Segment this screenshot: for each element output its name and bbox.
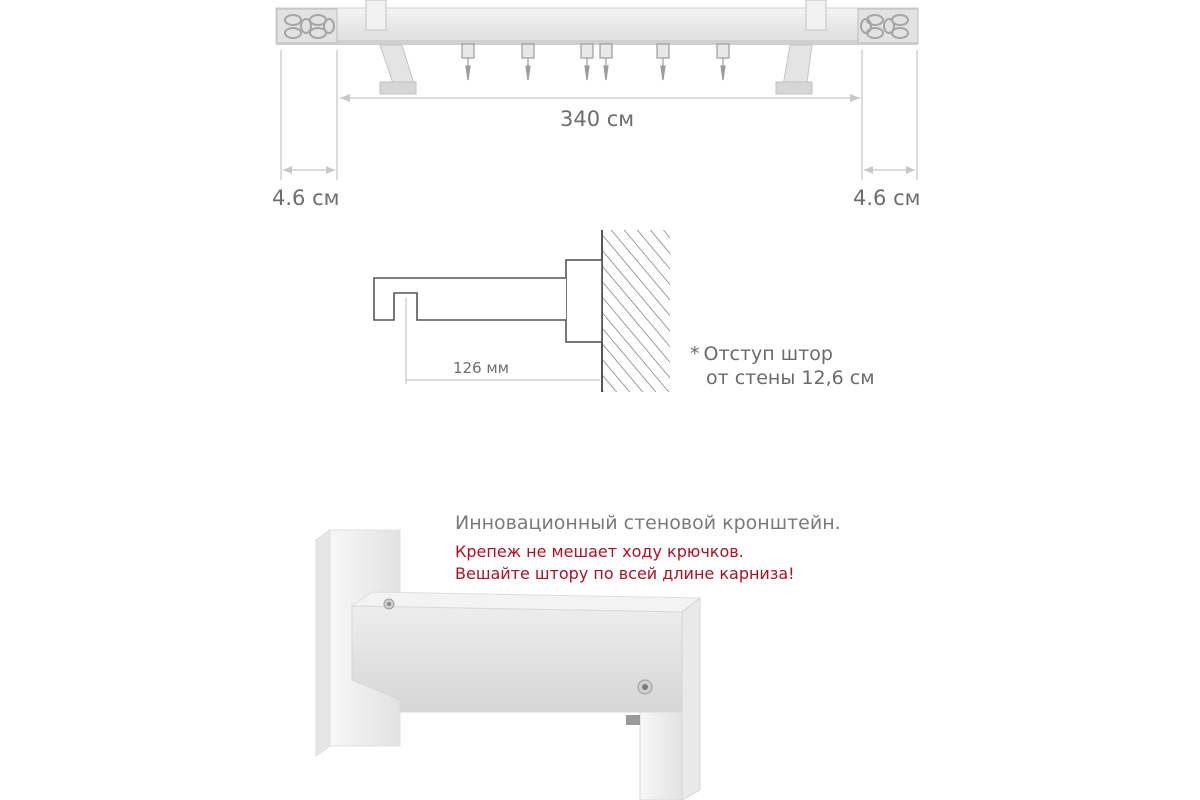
right-end-label: 4.6 см: [853, 186, 921, 210]
note-asterisk: *: [690, 343, 700, 365]
bracket-depth-label: 126 мм: [453, 359, 510, 377]
promo-headline: Инновационный стеновой кронштейн.: [455, 512, 841, 534]
promo-line-1: Крепеж не мешает ходу крючков.: [455, 542, 744, 561]
left-top-clip: [366, 0, 386, 30]
runner-hooks: [462, 44, 729, 80]
promo-line-2: Вешайте штору по всей длине карниза!: [455, 564, 795, 583]
wall-plate: [566, 260, 602, 342]
left-end-label: 4.6 см: [272, 186, 340, 210]
bracket-arm-outline: [374, 278, 566, 320]
rod-span-label: 340 см: [560, 107, 635, 131]
left-end-cap: [277, 9, 337, 43]
curtain-rod: [276, 0, 918, 94]
wall-hatch: [602, 230, 670, 392]
left-bracket-leg: [380, 45, 416, 94]
bracket-section-drawing: [374, 230, 670, 392]
note-line-1: Отступ штор: [703, 343, 833, 365]
right-top-clip: [806, 0, 826, 30]
right-end-cap: [858, 9, 918, 43]
right-bracket-leg: [776, 45, 812, 94]
note-line-2: от стены 12,6 см: [706, 367, 875, 389]
offset-note: [690, 342, 875, 390]
